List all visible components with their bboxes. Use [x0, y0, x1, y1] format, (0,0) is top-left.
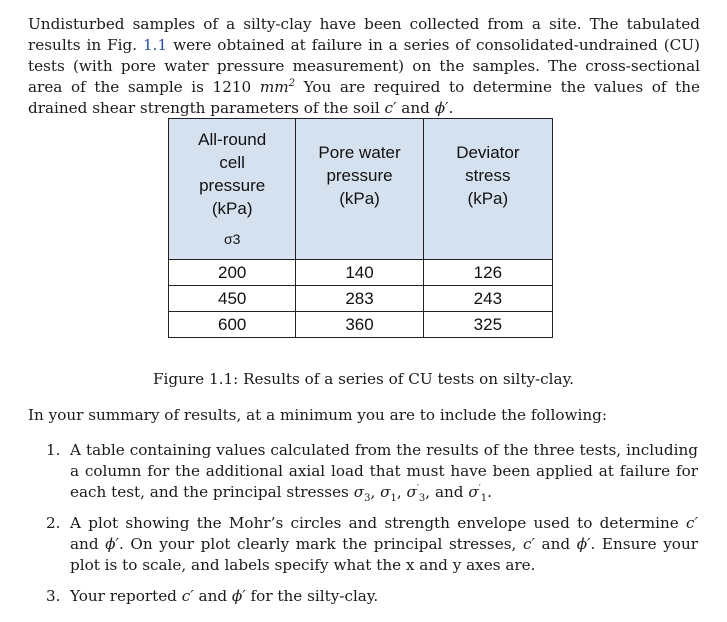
area-unit — [260, 78, 295, 96]
figure-caption: Figure 1.1: Results of a series of CU tests on silty-clay. — [153, 370, 574, 388]
list-number: 1. — [46, 441, 61, 459]
task-and: and — [534, 535, 577, 553]
friction-angle-symbol: ϕ′ — [434, 99, 449, 117]
header-deviator-stress — [423, 119, 552, 260]
header-line: pressure — [326, 165, 393, 185]
results-table — [168, 118, 553, 338]
task-text: Your reported — [70, 587, 182, 605]
header-line: All-round — [198, 129, 267, 149]
table-row — [169, 286, 553, 312]
header-line: (kPa) — [339, 188, 380, 208]
figure-link[interactable]: 1.1 — [143, 36, 168, 54]
task-text: for the silty-clay. — [245, 587, 379, 605]
header-pore-pressure — [296, 119, 423, 260]
subscript: 3 — [418, 493, 426, 505]
cohesion-symbol: c′ — [181, 587, 194, 605]
cell-deviator-stress: 126 — [423, 260, 552, 286]
header-line: Deviator — [456, 142, 520, 162]
task-text: A table containing values calculated from the results of the three tests, including a column for the additional axial load that must have been applied at failure for each test, and the principal stresses — [70, 441, 698, 501]
sigma-prime-symbol: σ — [468, 483, 479, 501]
cell-deviator-stress: 325 — [423, 312, 552, 338]
task-text: A plot showing the Mohr’s circles and strength envelope used to determine — [70, 514, 687, 532]
list-number: 2. — [46, 514, 61, 532]
header-cell-pressure — [169, 119, 296, 260]
intro-text-1: Undisturbed samples of a silty-clay have been collected from a site. The tabulated results in Fig. — [28, 15, 700, 54]
task-and: and — [70, 535, 106, 553]
results-table-container — [168, 118, 553, 338]
header-line: stress — [465, 165, 511, 185]
cell-cell-pressure: 200 — [169, 260, 296, 286]
cell-pore-pressure: 140 — [296, 260, 423, 286]
unit-exponent: 2 — [288, 77, 296, 89]
cohesion-symbol: c′ — [686, 514, 698, 532]
separator: , — [370, 483, 381, 501]
task-text: . On your plot clearly mark the principal stresses, — [118, 535, 523, 553]
sigma-prime-symbol: σ — [406, 483, 417, 501]
sigma3-symbol: σ3 — [223, 230, 241, 247]
cell-pore-pressure: 360 — [296, 312, 423, 338]
prime-mark: ′ — [416, 483, 419, 494]
subscript: 1 — [390, 493, 397, 505]
cohesion-symbol: c′ — [522, 535, 535, 553]
header-line: pressure — [199, 175, 266, 195]
sigma-symbol: σ — [380, 483, 391, 501]
unit-text: mm — [259, 78, 289, 96]
table-header-row — [169, 119, 553, 260]
table-row — [169, 260, 553, 286]
list-item — [28, 513, 698, 576]
period: . — [487, 483, 492, 501]
intro-text-3: You are required to determine the values of the drained shear strength parameters of the soil — [28, 78, 700, 117]
table-row — [169, 312, 553, 338]
friction-angle-symbol: ϕ′ — [576, 535, 591, 553]
header-line: cell — [219, 152, 245, 172]
intro-period: . — [448, 99, 454, 117]
friction-angle-symbol: ϕ′ — [105, 535, 119, 553]
subscript: 1 — [480, 493, 488, 505]
task-and: and — [193, 587, 232, 605]
problem-statement — [28, 14, 700, 119]
separator: , — [396, 483, 407, 501]
cohesion-symbol: c′ — [384, 99, 397, 117]
header-line: (kPa) — [467, 188, 509, 208]
list-item — [28, 586, 698, 607]
cell-pore-pressure: 283 — [296, 286, 423, 312]
prime-mark: ′ — [478, 483, 481, 494]
task-list — [28, 440, 698, 617]
summary-intro: In your summary of results, at a minimum you are to include the following: — [28, 406, 607, 424]
cell-cell-pressure: 600 — [169, 312, 296, 338]
list-number: 3. — [46, 587, 61, 605]
sigma-symbol: σ — [353, 483, 365, 501]
subscript: 3 — [364, 493, 371, 505]
friction-angle-symbol: ϕ′ — [231, 587, 246, 605]
separator: , and — [425, 483, 469, 501]
header-line: (kPa) — [211, 198, 253, 218]
task-text: . Ensure your plot is to scale, and labels specify what the x and y axes are. — [70, 535, 698, 574]
cell-cell-pressure: 450 — [169, 286, 296, 312]
header-line: Pore water — [318, 142, 401, 162]
cell-deviator-stress: 243 — [423, 286, 552, 312]
intro-text-2: were obtained at failure in a series of consolidated-undrained (CU) tests (with pore water pressure measurement) on the samples. The cross-sectional area of the sample is 1210 — [28, 36, 700, 96]
intro-and: and — [396, 99, 435, 117]
list-item — [28, 440, 698, 503]
